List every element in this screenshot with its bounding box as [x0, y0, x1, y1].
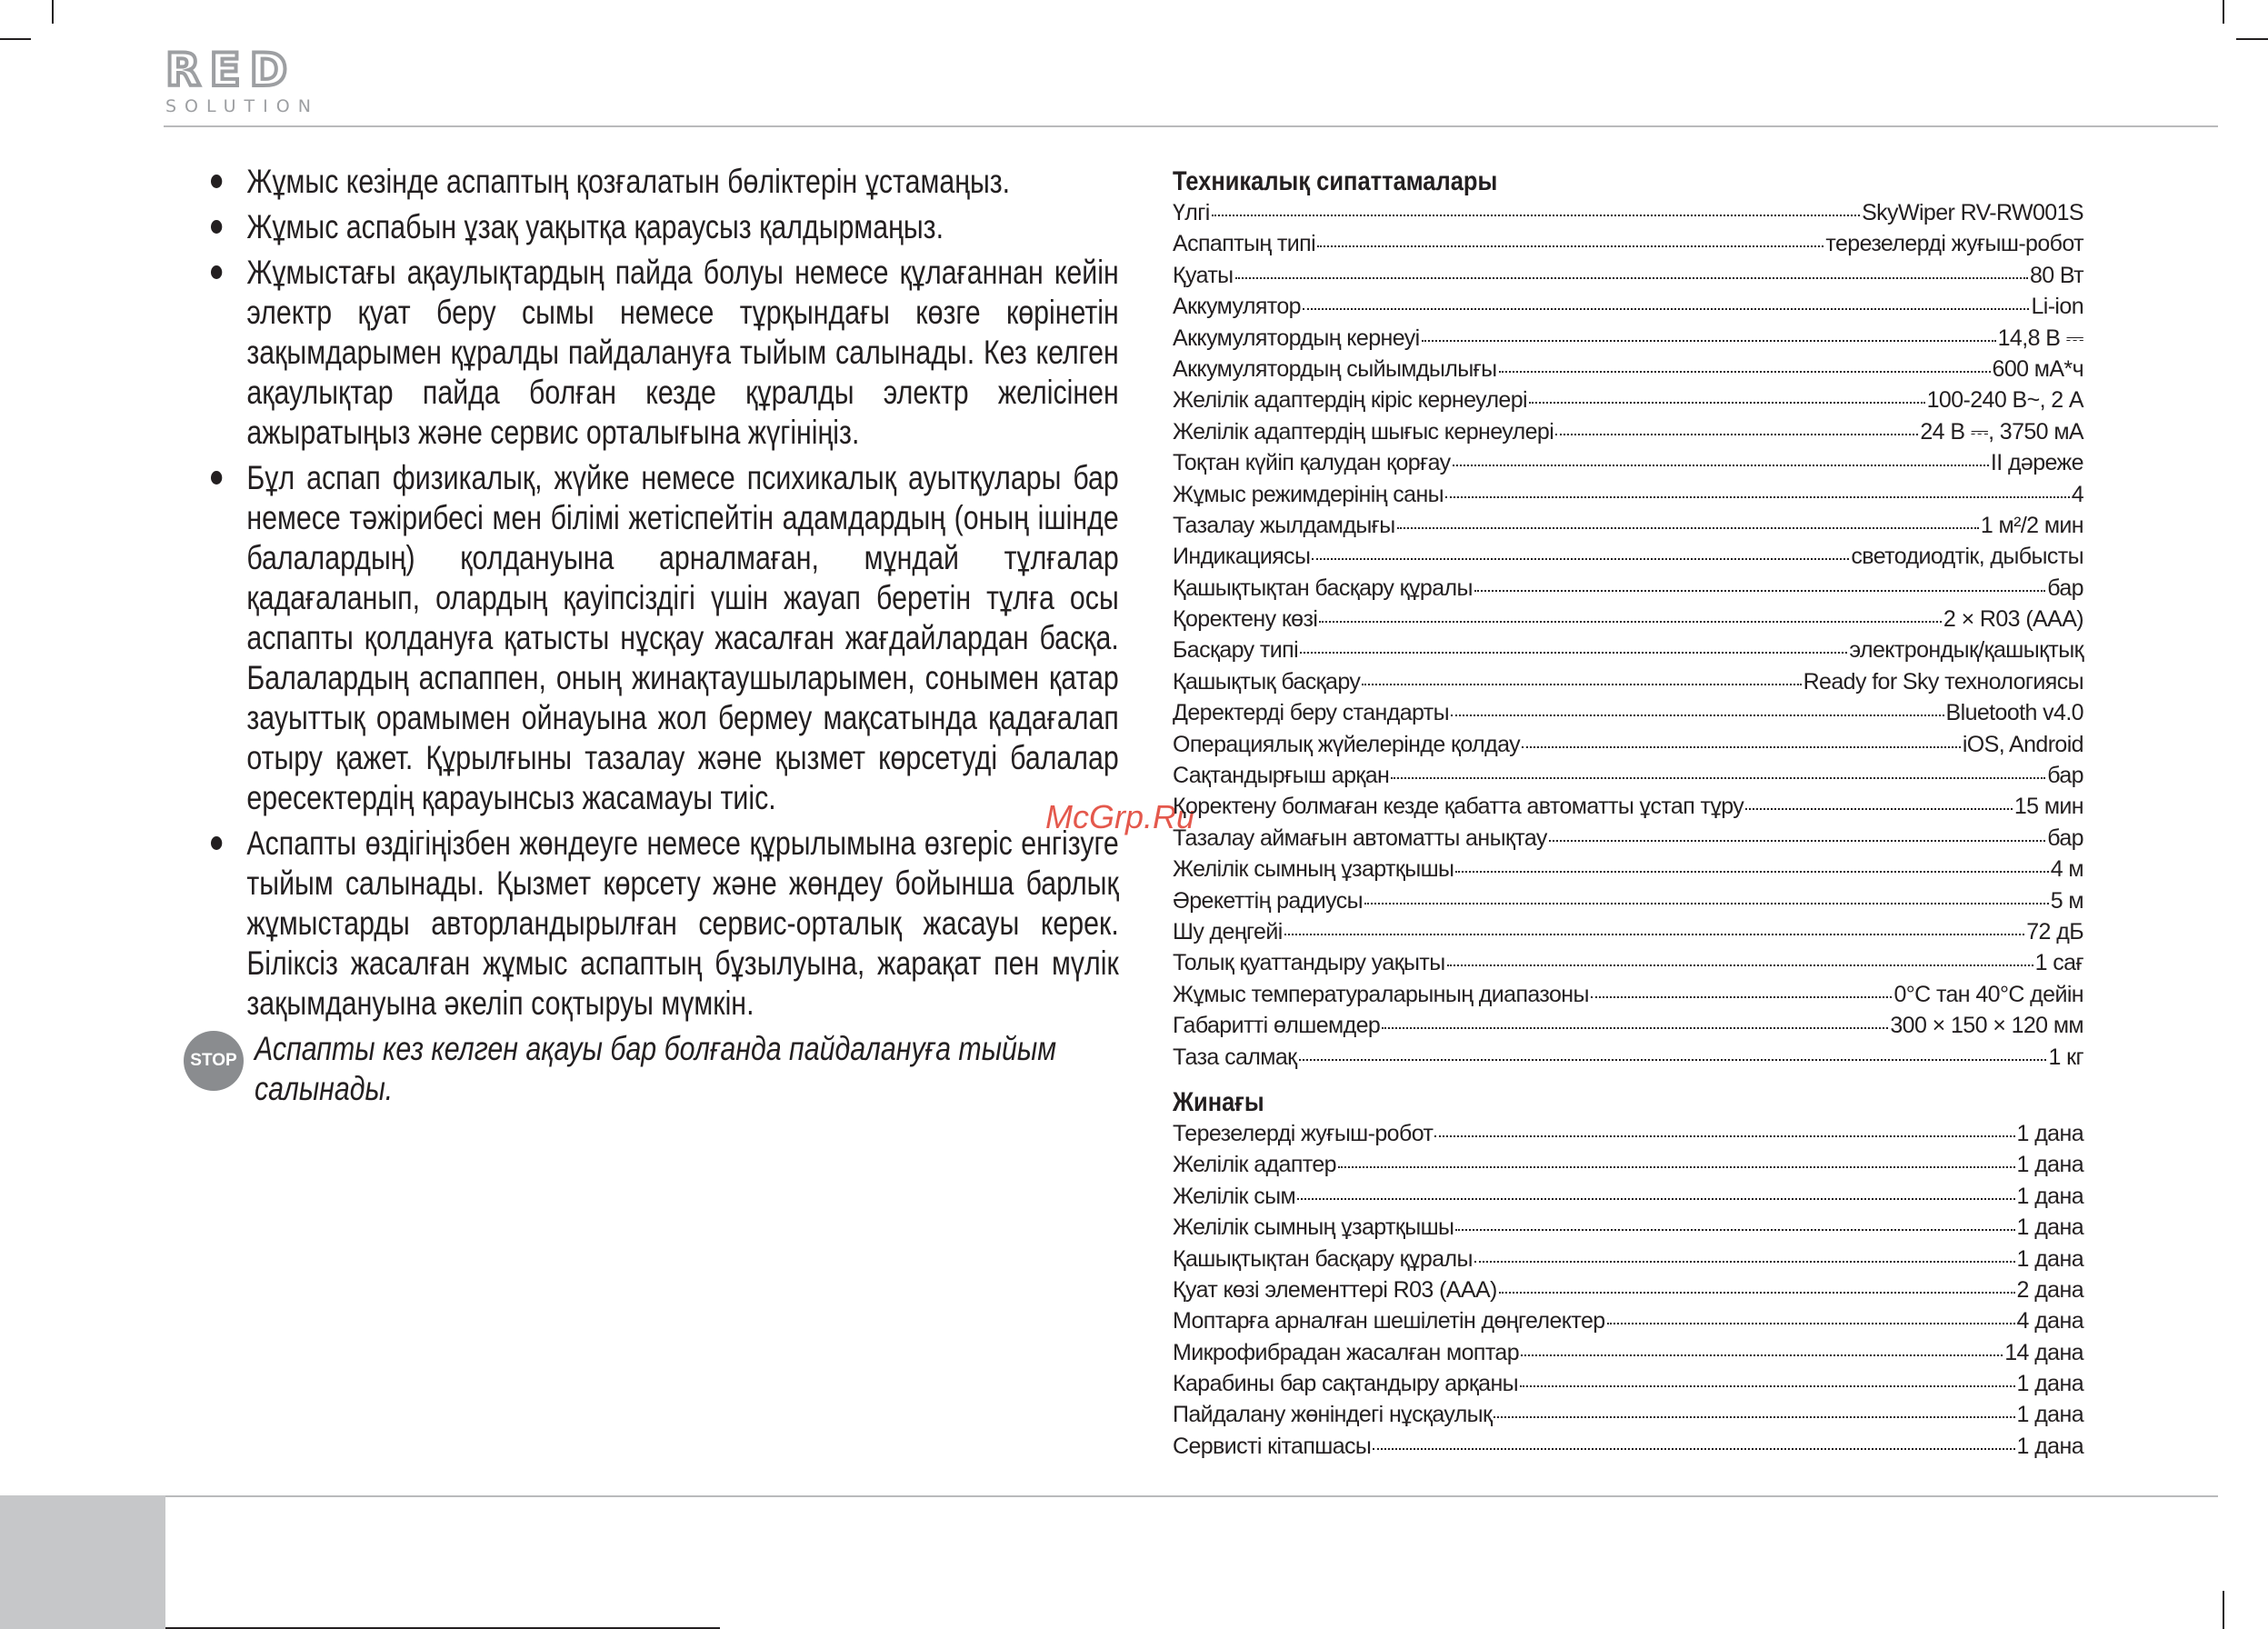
row-label: Басқару типі [1173, 637, 1299, 664]
row-value: 100-240 В~, 2 А [1926, 387, 2083, 414]
leader-dots [1474, 572, 2045, 592]
spec-row [1173, 1013, 2083, 1044]
row-label: Желілік сымның ұзартқышы [1173, 1214, 1454, 1241]
row-value: 1 дана [2016, 1371, 2083, 1397]
page-corner-block [0, 1495, 165, 1629]
brand-name: RED [165, 44, 297, 96]
specs-table [1173, 200, 2083, 1075]
row-value: Bluetooth v4.0 [1945, 700, 2083, 726]
kit-row [1173, 1277, 2083, 1308]
leader-dots [1373, 1430, 2014, 1450]
kit-title: Жинағы [1173, 1086, 1264, 1117]
row-value: Ready for Sky технологиясы [1803, 668, 2083, 695]
spec-row [1173, 637, 2083, 668]
leader-dots [1474, 1243, 2015, 1263]
row-label: Жұмыс режимдерінің саны [1173, 481, 1444, 507]
leader-dots [1312, 540, 1849, 560]
instruction-list [211, 162, 1136, 1024]
bullet-icon [211, 175, 222, 188]
spec-row [1173, 856, 2083, 887]
spec-row [1173, 356, 2083, 387]
spec-row [1173, 294, 2083, 325]
kit-table [1173, 1121, 2083, 1464]
row-label: Қоректену болмаған кезде қабатта автоматты ұстап тұру [1173, 794, 1744, 820]
spec-row [1173, 387, 2083, 418]
row-label: Моптарға арналған шешілетін дөңгелектер [1173, 1308, 1605, 1334]
leader-dots [1317, 227, 1823, 247]
spec-row [1173, 919, 2083, 950]
spec-row [1173, 763, 2083, 794]
leader-dots [1455, 1211, 2014, 1231]
row-label: Аккумулятордың сыйымдылығы [1173, 355, 1497, 382]
row-label: Жұмыс температураларының диапазоны [1173, 981, 1589, 1007]
stop-warning [190, 1029, 1136, 1109]
spec-row [1173, 325, 2083, 356]
kit-row [1173, 1121, 2083, 1152]
kit-row [1173, 1371, 2083, 1402]
row-value: 2 дана [2016, 1276, 2083, 1303]
spec-row [1173, 231, 2083, 262]
leader-dots [1382, 1009, 1888, 1029]
row-label: Қуаты [1173, 262, 1234, 288]
safety-instructions [190, 162, 1136, 1109]
row-label: Үлгі [1173, 200, 1210, 225]
row-label: Микрофибрадан жасалған моптар [1173, 1339, 1520, 1365]
leader-dots [1235, 259, 2028, 279]
crop-mark [0, 38, 31, 40]
row-value: бар [2047, 575, 2083, 601]
row-value: 1 дана [2016, 1214, 2083, 1241]
row-label: Аспаптың типі [1173, 231, 1316, 257]
row-value: электрондық/қашықтық [1849, 637, 2083, 664]
leader-dots [1451, 696, 1944, 716]
row-value: iOS, Android [1962, 731, 2083, 757]
row-value: II дәреже [1990, 450, 2083, 476]
crop-mark [2236, 38, 2268, 40]
spec-row [1173, 794, 2083, 824]
bullet-icon [211, 220, 222, 234]
instruction-item: Жұмыс аспабын ұзақ уақытқа қараусыз қалдырмаңыз. [211, 207, 1119, 247]
row-label: Индикациясы [1173, 544, 1311, 570]
row-label: Тазалау жылдамдығы [1173, 512, 1395, 538]
bullet-icon [211, 836, 222, 850]
leader-dots [1522, 728, 1961, 748]
row-label: Терезелерді жуғыш-робот [1173, 1120, 1434, 1146]
spec-row [1173, 825, 2083, 856]
leader-dots [1212, 196, 1860, 216]
row-label: Желілік сымның ұзартқышы [1173, 856, 1454, 883]
spec-row [1173, 982, 2083, 1013]
leader-dots [1391, 759, 2045, 779]
row-label: Шу деңгейі [1173, 918, 1283, 944]
row-value: 1 дана [2016, 1120, 2083, 1146]
row-label: Пайдалану жөніндегі нұсқаулық [1173, 1402, 1493, 1428]
leader-dots [1364, 884, 2049, 904]
row-value: 1 сағ [2034, 950, 2083, 976]
row-label: Қашықтық басқару [1173, 668, 1361, 695]
bullet-icon [211, 471, 222, 485]
row-label: Карабины бар сақтандыру арқаны [1173, 1371, 1519, 1397]
row-label: Қуат көзі элементтері R03 (AAA) [1173, 1276, 1497, 1303]
row-label: Желілік адаптер [1173, 1152, 1336, 1178]
row-value: SkyWiper RV-RW001S [1862, 200, 2083, 225]
instruction-item: Жұмыстағы ақаулықтардың пайда болуы немесе құлағаннан кейін электр қуат беру сымы немесе тұрқындағы көзге көрінетін зақымдарымен құралды пайдалануға тыйым салынады. Кез келген ақаулықтар пайда болған кезде құралды электр желісінен ажыратыңыз және сервис орталығына жүгініңіз. [211, 253, 1119, 453]
leader-dots [1555, 415, 1918, 435]
instruction-item: Жұмыс кезінде аспаптың қозғалатын бөліктерін ұстамаңыз. [211, 162, 1119, 202]
crop-mark [2223, 1591, 2224, 1629]
spec-row [1173, 419, 2083, 450]
row-label: Операциялық жүйелерінде қолдау [1173, 731, 1521, 757]
spec-row [1173, 606, 2083, 637]
leader-dots [1591, 978, 1893, 998]
kit-row [1173, 1152, 2083, 1183]
watermark: McGrp.Ru [1045, 798, 1195, 835]
leader-dots [1494, 1398, 2014, 1418]
row-value: светодиодтік, дыбысты [1851, 544, 2083, 570]
row-label: Тоқтан күйіп қалудан қорғау [1173, 450, 1451, 476]
row-value: 72 дБ [2026, 918, 2083, 944]
row-label: Габаритті өлшемдер [1173, 1013, 1381, 1039]
row-value: 4 дана [2016, 1308, 2083, 1334]
row-value: 15 мин [2013, 794, 2083, 820]
leader-dots [1455, 853, 2048, 873]
row-value: 1 кг [2048, 1044, 2083, 1070]
row-label: Желілік адаптердің шығыс кернеулері [1173, 418, 1554, 445]
leader-dots [1300, 634, 1847, 654]
kit-row [1173, 1184, 2083, 1214]
leader-dots [1607, 1304, 2015, 1324]
leader-dots [1362, 665, 1801, 685]
leader-dots [1529, 384, 1925, 404]
instruction-item: Бұл аспап физикалық, жүйке немесе психикалық ауытқулары бар немесе тәжірибесі мен білімі жетіспейтін адамдардың (оның ішінде балалардың) қолдануына арналмаған, мұндай тұлғалар қадағаланып, олардың қауіпсіздігі үшін жауап беретін тұлға осы аспапты қолдануға қатысты нұсқау жасалған жағдайлардан басқа. Балалардың аспаппен, оның жинақтаушыларымен, сонымен қатар зауыттық орамымен ойнауына жол бермеу мақсатында қадағалап отыру қажет. Құрылғыны тазалау және қызмет көрсетуді балалар ересектердің қарауынсыз жасамауы тиіс. [211, 458, 1119, 818]
leader-dots [1397, 509, 1979, 529]
leader-dots [1499, 353, 1991, 373]
leader-dots [1299, 1041, 2047, 1061]
row-value: бар [2047, 763, 2083, 789]
row-value: 1 м²/2 мин [1980, 512, 2083, 538]
row-value: Li-ion [2031, 294, 2083, 320]
leader-dots [1319, 603, 1942, 623]
spec-row [1173, 575, 2083, 606]
spec-row [1173, 482, 2083, 513]
spec-row [1173, 513, 2083, 544]
row-label: Желілік адаптердің кіріс кернеулері [1173, 387, 1527, 414]
spec-row [1173, 950, 2083, 981]
row-value: бар [2047, 824, 2083, 851]
row-label: Аккумулятордың кернеуі [1173, 325, 1420, 351]
leader-dots [1422, 322, 1996, 342]
row-value: 4 м [2050, 856, 2083, 883]
leader-dots [1447, 946, 2033, 966]
stop-warning-text: Аспапты кез келген ақауы бар болғанда пайдалануға тыйым салынады. [255, 1030, 1057, 1107]
kit-row [1173, 1246, 2083, 1277]
row-value: 600 мА*ч [1992, 355, 2083, 382]
spec-row [1173, 700, 2083, 731]
row-value: 1 дана [2016, 1245, 2083, 1272]
spec-row [1173, 669, 2083, 700]
row-value: 1 дана [2016, 1152, 2083, 1178]
kit-row [1173, 1434, 2083, 1464]
spec-row [1173, 732, 2083, 763]
row-label: Тазалау аймағын автоматты анықтау [1173, 824, 1547, 851]
row-value: 0°C тан 40°C дейін [1893, 981, 2083, 1007]
row-value: 1 дана [2016, 1402, 2083, 1428]
leader-dots [1338, 1148, 2015, 1168]
spec-row [1173, 263, 2083, 294]
specifications [1173, 164, 2083, 1464]
spec-row [1173, 450, 2083, 481]
specs-title: Техникалық сипаттамалары [1173, 166, 1498, 196]
row-label: Сервисті кітапшасы [1173, 1433, 1372, 1459]
leader-dots [1521, 1336, 2003, 1356]
row-value: 14 дана [2004, 1339, 2083, 1365]
row-value: 80 Вт [2029, 262, 2083, 288]
crop-mark [52, 0, 54, 24]
leader-dots [1745, 790, 2013, 810]
kit-row [1173, 1214, 2083, 1245]
spec-row [1173, 1044, 2083, 1075]
row-value: терезелерді жуғыш-робот [1825, 231, 2083, 257]
row-label: Таза салмақ [1173, 1044, 1297, 1070]
row-value: 300 × 150 × 120 мм [1890, 1013, 2083, 1039]
crop-mark [2223, 0, 2224, 24]
leader-dots [1520, 1367, 2014, 1387]
spec-row [1173, 544, 2083, 575]
leader-dots [1499, 1274, 2015, 1294]
stop-icon: STOP [184, 1031, 244, 1091]
row-label: Аккумулятор [1173, 294, 1301, 320]
brand-logo [165, 44, 319, 116]
header-rule [164, 125, 2218, 127]
row-value: 4 [2071, 481, 2083, 507]
leader-dots [1297, 1180, 2014, 1200]
leader-dots [1303, 290, 2029, 310]
kit-row [1173, 1340, 2083, 1371]
row-label: Толық қуаттандыру уақыты [1173, 950, 1445, 976]
kit-row [1173, 1402, 2083, 1433]
instruction-item: Аспапты өздігіңізбен жөндеуге немесе құрылымына өзгеріс енгізуге тыйым салынады. Қызмет көрсету және жөндеу бойынша барлық жұмыстарды авторландырылған сервис-орталық жасауы керек. Біліксіз жасалған жұмыс аспаптың бұзылуына, жарақат пен мүлік зақымдануына әкеліп соқтыруы мүмкін. [211, 824, 1119, 1024]
row-label: Қашықтықтан басқару құралы [1173, 1245, 1473, 1272]
footer-rule [164, 1495, 2218, 1497]
row-value: 14,8 В ⎓ [1997, 325, 2083, 351]
row-label: Желілік сым [1173, 1183, 1296, 1209]
row-label: Әрекеттің радиусы [1173, 887, 1363, 914]
row-value: 1 дана [2016, 1183, 2083, 1209]
leader-dots [1445, 478, 2070, 498]
row-label: Сақтандырғыш арқан [1173, 763, 1390, 789]
row-value: 1 дана [2016, 1433, 2083, 1459]
row-label: Қашықтықтан басқару құралы [1173, 575, 1473, 601]
row-label: Деректерді беру стандарты [1173, 700, 1450, 726]
kit-row [1173, 1308, 2083, 1339]
spec-row [1173, 200, 2083, 231]
leader-dots [1284, 915, 2025, 935]
row-value: 2 × R03 (AAA) [1943, 606, 2083, 633]
row-value: 5 м [2050, 887, 2083, 914]
row-value: 24 В ⎓, 3750 мА [1920, 418, 2083, 445]
bullet-icon [211, 265, 222, 279]
leader-dots [1549, 822, 2045, 842]
leader-dots [1453, 446, 1989, 466]
leader-dots [1434, 1117, 2014, 1137]
brand-tagline: SOLUTION [165, 96, 319, 116]
row-label: Қоректену көзі [1173, 606, 1318, 633]
spec-row [1173, 888, 2083, 919]
